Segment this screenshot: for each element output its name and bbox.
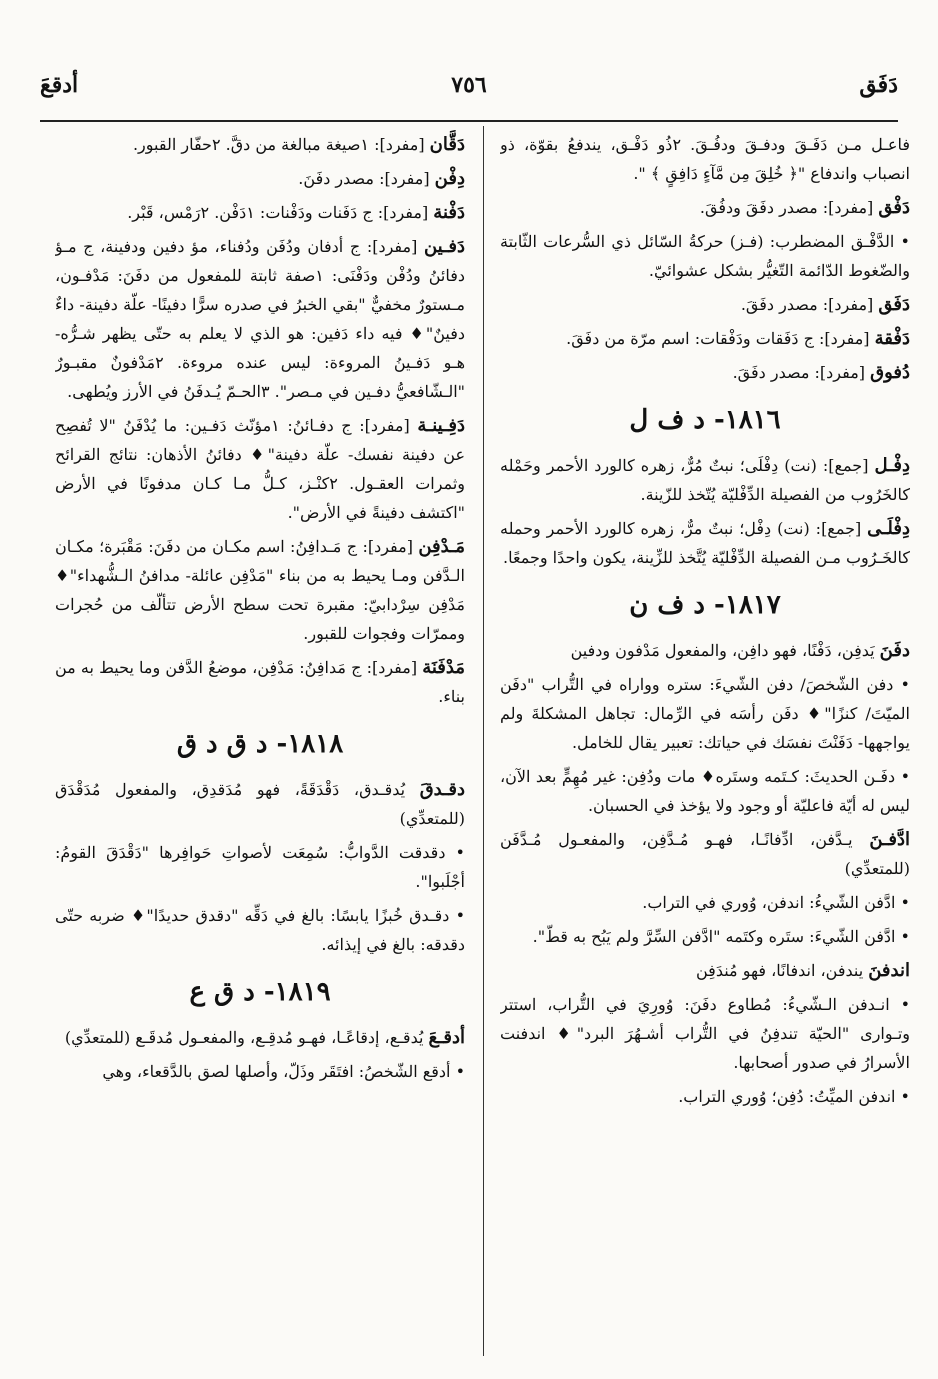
root-heading: ١٨١٧- د ف ن xyxy=(629,590,781,620)
right-column xyxy=(500,130,910,1355)
entry-text: [مفرد]: مصدر دفَقَ. xyxy=(740,295,874,314)
entry-sense xyxy=(500,130,910,188)
entry-text: • دقـدق خُبزًا يابسًا: بالغ في دَقِّه "دقدق حديدًا"♦ ضربه حتّى دقدقه: بالغ في إيذائه. xyxy=(55,906,465,954)
entry-text: • اندفن الميِّتُ: دُفِن؛ وُوري التراب. xyxy=(678,1087,910,1106)
entry-text: [مفرد]: ج أدفان ودُفَن ودُفناء، مؤ دفين ودفينة، ج مـؤ دفائنُ ودُفْن ودَفْنَى: ١صفة ثابتة للمفعول من دفَنَ: مَدْفـون، مـستورٌ مخفيٌّ "بقي الخبرُ في صدره سرًّا دفينًا- علّة دفينة- داءٌ دفينٌ"♦ فيه داء دَفين: هو الذي لا يعلم به حتّى يظهر شـرُّه- هـو دَفـينُ المروءة: ليس عنده مروءة. ٢مَدْفونٌ مقبـورٌ "الـشّافعيُّ دفـين في مـصر". ٣الحـمّ يُـدفَنُ في الأرز ويُطهى. xyxy=(55,237,465,401)
dictionary-entry xyxy=(500,956,910,985)
entry-text: • ادَّفن الشّيءُ: اندفن، وُوري في التراب. xyxy=(642,893,910,912)
entry-sense xyxy=(500,670,910,757)
page-header xyxy=(40,72,898,112)
root-heading: ١٨١٩- د ق ع xyxy=(189,977,331,1007)
entry-sense xyxy=(55,1057,465,1086)
entry-headword: مَـدْفِن xyxy=(418,536,465,557)
running-headword-right: دَفَق xyxy=(859,72,898,98)
dictionary-entry xyxy=(55,198,465,227)
dictionary-entry xyxy=(55,232,465,406)
entry-sense xyxy=(500,922,910,951)
entry-headword: دفَنَ xyxy=(879,640,910,661)
dictionary-entry xyxy=(500,514,910,572)
root-heading: ١٨١٨- د ق د ق xyxy=(176,729,344,759)
entry-headword: دَقَّان xyxy=(429,134,465,155)
entry-text: • الدَّفْـق المضطرب: (فـز) حركةُ السّائل ذي السُّرعات الثّابتة والضّغوط الدّائمة التّغيُّر بشكل عشوائيّ. xyxy=(500,232,910,280)
entry-text: • انـدفن الـشّيءُ: مُطاوع دفَنَ: وُورِيَ في التُّراب، استتر وتـوارى "الحيّة تندفِنُ في التُّراب أشـهُرَ البرد"♦ اندفنت الأسرارُ في صدور أصحابها. xyxy=(500,995,910,1072)
entry-text: يُدقـدق، دَقْدَقَةً، فهو مُدَقدِق، والمفعول مُدَقْدَق (للمتعدِّي) xyxy=(55,780,465,828)
entry-text: يـدَّفن، ادِّفانًـا، فهـو مُـدَّفِن، والمفعـول مُـدَّفَن (للمتعدِّي) xyxy=(500,830,910,878)
dictionary-entry xyxy=(500,290,910,319)
entry-text: [مفرد]: مصدر دفَقَ. xyxy=(732,363,866,382)
dictionary-entry xyxy=(55,653,465,711)
entry-sense xyxy=(500,888,910,917)
header-rule xyxy=(40,120,898,122)
entry-headword: دَفْق xyxy=(878,197,910,218)
entry-text: يُدقـع، إدقاعًـا، فهـو مُدقِـع، والمفعـول مُدقَـع (للمتعدِّي) xyxy=(64,1028,424,1047)
entry-text: [مفرد]: مصدر دفَنَ. xyxy=(298,169,430,188)
entry-text: • دفن الشّخصَ/ دفن الشّيءَ: ستره وواراه في التُّراب "دفَن الميّتَ/ كنزًا"♦ دفَن رأسَه في الرِّمال: تجاهل المشكلةَ ولم يواجهها- دَفَنْتَ نفسَك في حياتك: تعبير يقال للخامل. xyxy=(500,675,910,752)
entry-headword: دَفـين xyxy=(423,236,465,257)
entry-sense xyxy=(500,990,910,1077)
column-divider xyxy=(483,126,484,1356)
entry-headword: دِفْـل xyxy=(874,455,910,476)
entry-headword: اندفنَ xyxy=(868,960,910,981)
entry-text: يَدفِن، دَفْنًا، فهو دافِن، والمفعول مَدْفون ودفين xyxy=(570,641,875,660)
entry-text: [جمع]: (نت) دِفْل؛ نبتٌ مرٌّ، زهره كالورد الأحمر وحمله كالخَـرُوب مـن الفصيلة الدِّفْليّة يُتَّخذ للزِّينة، يكون واحدًا وجمعًا. xyxy=(500,519,910,567)
entry-headword: دُفوق xyxy=(870,362,910,383)
root-heading: ١٨١٦- د ف ل xyxy=(629,405,781,435)
entry-headword: دَفْنة xyxy=(433,202,465,223)
running-headword-left: أدقعَ xyxy=(40,72,79,98)
page-number: ٧٥٦ xyxy=(451,72,487,98)
dictionary-entry xyxy=(500,825,910,883)
entry-text: فاعـل مـن دَفَـقَ ودفـقَ ودفُـقَ. ٢ذُو دَفْـق، يندفعُ بقوّة، ذو انصباب واندفاع "﴿ خُلِقَ مِن مَّآءٍ دَافِقٍ ﴾ ". xyxy=(500,135,910,183)
entry-headword: دقـدقَ xyxy=(419,779,465,800)
entry-text: [مفرد]: ١صيغة مبالغة من دقَّ. ٢حفّار القبور. xyxy=(132,135,425,154)
entry-text: [مفرد]: ج دَفَقات ودَفْقات: اسم مرّة من دفَقَ. xyxy=(566,329,870,348)
entry-text: [مفرد]: ج دَفَنات ودَفْنات: ١دَفْن. ٢رَمْس، قَبْر. xyxy=(127,203,429,222)
entry-headword: دَفَق xyxy=(878,294,910,315)
dictionary-entry xyxy=(500,358,910,387)
entry-text: يندفن، اندفانًا، فهو مُندَفِن xyxy=(695,961,864,980)
entry-text: [مفرد]: ج دفـائنُ: ١مؤنّث دَفـين: ما يُدْفَنُ "لا تُفصِح عن دفينة نفسك- علّة دفينة"♦ دفائنُ الأذهان: نتائج القرائح وثمرات العقـول. ٢كنْـز، كـلُّ مـا كـان مدفونًا في الأرض "اكتشف دفينةً في الأرض". xyxy=(55,416,465,522)
entry-sense xyxy=(500,762,910,820)
dictionary-entry xyxy=(500,324,910,353)
dictionary-entry xyxy=(55,775,465,833)
dictionary-entry xyxy=(500,636,910,665)
entry-text: • أدقع الشّخصُ: افتَقَر وذَلّ، وأصلها لصق بالدَّقعاء، وهي xyxy=(102,1062,465,1081)
entry-text: [مفرد]: مصدر دفَقَ ودفُقَ. xyxy=(699,198,874,217)
entry-sense xyxy=(500,227,910,285)
entry-headword: ادَّفـنَ xyxy=(869,829,910,850)
dictionary-entry xyxy=(55,532,465,648)
entry-text: • ادَّفن الشّيءَ: ستَره وكتَمه "ادَّفن السِّرَّ ولم يَبُح به قطّ". xyxy=(532,927,910,946)
entry-headword: دِفْن xyxy=(434,168,465,189)
dictionary-entry xyxy=(500,451,910,509)
entry-headword: أدقـعَ xyxy=(428,1027,465,1048)
entry-headword: دِفْلَـى xyxy=(867,518,910,539)
dictionary-entry xyxy=(55,1023,465,1052)
entry-text: [مفرد]: ج مَدافِنُ: مَدْفِن، موضعُ الدَّفن وما يحيط به من بناء. xyxy=(55,658,465,706)
entry-text: • دقدقت الدَّوابُّ: سُمِعَت لأصواتِ حَوافِرها "دَقْدَقَ القومُ: أجْلَبوا". xyxy=(55,843,465,891)
entry-headword: مَدْفَنَة xyxy=(422,657,465,678)
dictionary-entry xyxy=(500,193,910,222)
entry-sense xyxy=(55,838,465,896)
left-column xyxy=(55,130,465,1355)
entry-headword: دَفِـينـة xyxy=(417,415,465,436)
entry-sense xyxy=(500,1082,910,1111)
dictionary-entry xyxy=(55,411,465,527)
dictionary-entry xyxy=(55,164,465,193)
entry-text: • دفَـن الحديثَ: كـتَمه وستَره♦ مات ودُفِن: غير مُهِمٍّ بعد الآن، ليس له أيّة فاعليّة أو وجود ولا يؤخذ في الحسبان. xyxy=(500,767,910,815)
entry-text: [جمع]: (نت) دِفْلَى؛ نبتٌ مُرٌّ، زهره كالورد الأحمر وحَمْله كالخَرُوب من الفصيلة الدِّفْليّة يُتّخذ للزّينة. xyxy=(500,456,910,504)
entry-sense xyxy=(55,901,465,959)
entry-headword: دَفْقة xyxy=(874,328,910,349)
dictionary-entry xyxy=(55,130,465,159)
entry-text: [مفرد]: ج مَـدافِنُ: اسم مكـان من دفَنَ: مَقْبَرة؛ مكـان الـدَّفن ومـا يحيط به من بناء "مَدْفِن عائلة- مدافنُ الـشُّهداء"♦ مَدْفِن سِرْدابيّ: مقبرة تحت سطح الأرض تتألّف من حُجرات وممرّات وفجوات للقبور. xyxy=(55,537,465,643)
